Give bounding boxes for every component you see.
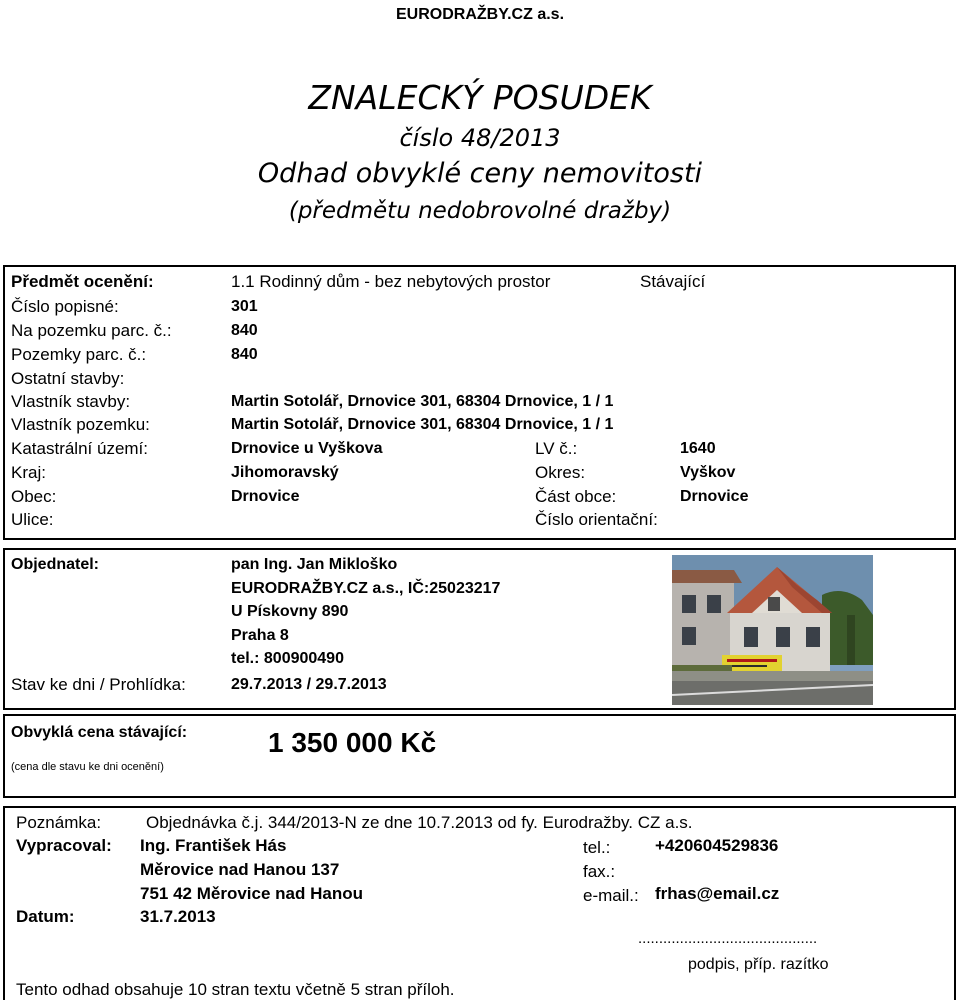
prepared-by-label: Vypracoval: — [16, 836, 112, 855]
status-value: 29.7.2013 / 29.7.2013 — [231, 676, 387, 693]
date-label: Datum: — [16, 907, 75, 926]
building-parcel-label: Na pozemku parc. č.: — [11, 321, 172, 340]
orientation-number-label: Číslo orientační: — [535, 510, 658, 529]
street-label: Ulice: — [11, 510, 54, 529]
building-owner-value: Martin Sotolář, Drnovice 301, 68304 Drnovice, 1 / 1 — [231, 393, 614, 410]
prepared-by-address-1: Měrovice nad Hanou 137 — [140, 860, 340, 879]
client-line-3: U Pískovny 890 — [231, 603, 349, 620]
subject-value: 1.1 Rodinný dům - bez nebytových prostor — [231, 272, 551, 291]
building-parcel-value: 840 — [231, 322, 258, 339]
price-note: (cena dle stavu ke dni ocenění) — [11, 761, 164, 773]
lv-label: LV č.: — [535, 439, 578, 458]
other-buildings-label: Ostatní stavby: — [11, 369, 125, 388]
house-illustration — [672, 555, 873, 705]
document-subtitle-note: (předmětu nedobrovolné dražby) — [288, 198, 672, 224]
date-value: 31.7.2013 — [140, 907, 216, 926]
prepared-by-address-2: 751 42 Měrovice nad Hanou — [140, 884, 363, 903]
company-header: EURODRAŽBY.CZ a.s. — [395, 6, 565, 23]
document-number: číslo 48/2013 — [399, 124, 561, 152]
district-label: Okres: — [535, 463, 586, 482]
pages-note: Tento odhad obsahuje 10 stran textu včetně 5 stran příloh. — [16, 980, 455, 999]
subject-state: Stávající — [640, 272, 706, 291]
district-value: Vyškov — [680, 464, 736, 481]
land-owner-value: Martin Sotolář, Drnovice 301, 68304 Drnovice, 1 / 1 — [231, 416, 614, 433]
fax-label: fax.: — [583, 862, 616, 881]
email-label: e-mail.: — [583, 886, 639, 905]
document-subtitle: Odhad obvyklé ceny nemovitosti — [257, 158, 703, 189]
status-label: Stav ke dni / Prohlídka: — [11, 675, 186, 694]
region-label: Kraj: — [11, 463, 46, 482]
property-photo — [672, 555, 873, 705]
region-value: Jihomoravský — [231, 464, 339, 481]
client-line-5: tel.: 800900490 — [231, 650, 344, 667]
price-value: 1 350 000 Kč — [268, 727, 437, 758]
document-title: ZNALECKÝ POSUDEK — [308, 78, 652, 117]
note-label: Poznámka: — [16, 813, 102, 832]
lv-value: 1640 — [680, 440, 716, 457]
client-label: Objednatel: — [11, 556, 100, 573]
subject-label: Předmět ocenění: — [11, 272, 154, 291]
land-parcel-label: Pozemky parc. č.: — [11, 345, 147, 364]
tel-label: tel.: — [583, 838, 611, 857]
signature-label: podpis, příp. razítko — [688, 956, 829, 973]
municipality-value: Drnovice — [231, 488, 300, 505]
client-line-2: EURODRAŽBY.CZ a.s., IČ:25023217 — [231, 580, 501, 597]
municipality-part-value: Drnovice — [680, 488, 749, 505]
note-value: Objednávka č.j. 344/2013-N ze dne 10.7.2013 od fy. Eurodražby. CZ a.s. — [146, 813, 693, 832]
client-line-4: Praha 8 — [231, 627, 289, 644]
building-owner-label: Vlastník stavby: — [11, 392, 131, 411]
cadastral-label: Katastrální území: — [11, 439, 149, 458]
land-owner-label: Vlastník pozemku: — [11, 415, 150, 434]
cadastral-value: Drnovice u Vyškova — [231, 440, 383, 457]
municipality-label: Obec: — [11, 487, 57, 506]
price-label: Obvyklá cena stávající: — [11, 724, 188, 741]
house-number-value: 301 — [231, 298, 258, 315]
municipality-part-label: Část obce: — [535, 487, 617, 506]
signature-line: ........................................... — [638, 930, 818, 947]
email-value: frhas@email.cz — [655, 884, 780, 903]
client-line-1: pan Ing. Jan Mikloško — [231, 556, 398, 573]
house-number-label: Číslo popisné: — [11, 297, 119, 316]
land-parcel-value: 840 — [231, 346, 258, 363]
prepared-by-name: Ing. František Hás — [140, 836, 287, 855]
tel-value: +420604529836 — [655, 836, 779, 855]
